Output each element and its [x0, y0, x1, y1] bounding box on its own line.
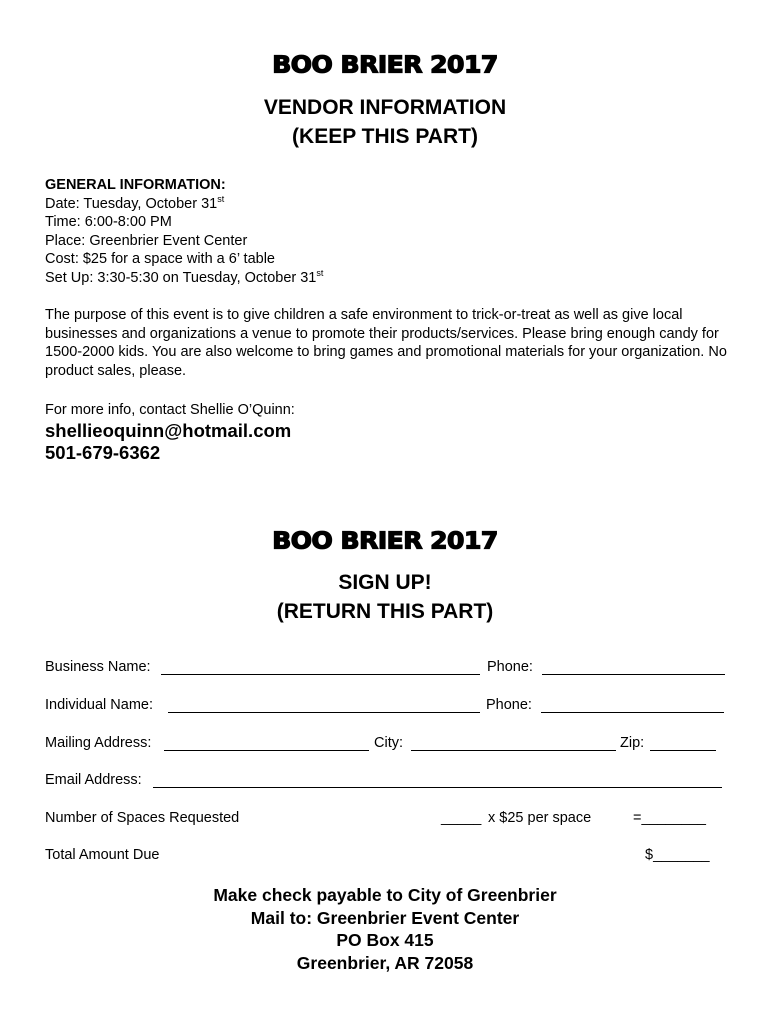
signup-heading-line-2: (RETURN THIS PART) — [276, 600, 494, 623]
email-address-field[interactable] — [153, 787, 722, 788]
individual-row — [45, 697, 725, 717]
email-row — [45, 772, 725, 792]
signup-heading — [0, 568, 770, 626]
general-info-title: GENERAL INFORMATION: — [45, 177, 226, 193]
city-field[interactable] — [411, 750, 616, 751]
signup-heading-line-1: SIGN UP! — [338, 571, 432, 594]
contact-phone: 501-679-6362 — [45, 442, 161, 463]
brand-title: BOO BRIER 2017 — [272, 51, 498, 78]
spaces-blank[interactable]: _____ — [441, 810, 482, 826]
city-label: City: — [374, 735, 403, 751]
address-row — [45, 735, 725, 755]
business-row — [45, 659, 725, 679]
general-info-block — [45, 176, 735, 288]
setup-text: Set Up: 3:30-5:30 on Tuesday, October 31 — [45, 269, 317, 286]
spaces-label: Number of Spaces Requested — [45, 810, 240, 826]
individual-phone-field[interactable] — [541, 712, 724, 713]
per-space-text: x $25 per space — [488, 810, 592, 826]
setup-ordinal: st — [316, 268, 324, 279]
heading-line-2: (KEEP THIS PART) — [292, 125, 478, 148]
time-line: Time: 6:00-8:00 PM — [45, 214, 172, 231]
business-phone-field[interactable] — [542, 674, 725, 675]
payment-instructions — [0, 884, 770, 974]
mailing-address-field[interactable] — [164, 750, 369, 751]
zip-field[interactable] — [650, 750, 716, 751]
business-phone-label: Phone: — [487, 659, 533, 675]
spaces-equals[interactable]: =________ — [633, 810, 706, 826]
brand-title-2: BOO BRIER 2017 — [272, 527, 498, 554]
cost-line: Cost: $25 for a space with a 6’ table — [45, 251, 275, 268]
section-heading — [0, 93, 770, 151]
footer-line-4: Greenbrier, AR 72058 — [296, 952, 474, 973]
email-address-label: Email Address: — [45, 772, 142, 788]
contact-email: shellieoquinn@hotmail.com — [45, 420, 292, 441]
spaces-row — [45, 810, 725, 830]
date-ordinal: st — [217, 193, 225, 204]
individual-name-field[interactable] — [168, 712, 480, 713]
footer-line-3: PO Box 415 — [336, 930, 434, 950]
heading-line-1: VENDOR INFORMATION — [263, 96, 507, 119]
date-text: Date: Tuesday, October 31 — [45, 195, 218, 212]
footer-line-2: Mail to: Greenbrier Event Center — [250, 907, 520, 928]
date-line — [45, 195, 735, 214]
footer-line-1: Make check payable to City of Greenbrier — [213, 885, 557, 905]
purpose-paragraph: The purpose of this event is to give children a safe environment to trick-or-treat as well as give local businesses and organizations a venue to promote their products/services. Please bring enough candy for 1500-2000 kids. You are also welcome to bring games and promotional materials for your organization. No product sales, please. — [45, 307, 727, 379]
setup-line — [45, 269, 735, 288]
place-line: Place: Greenbrier Event Center — [45, 232, 248, 249]
contact-intro: For more info, contact Shellie O’Quinn: — [45, 402, 295, 418]
individual-phone-label: Phone: — [486, 697, 532, 713]
mailing-address-label: Mailing Address: — [45, 735, 152, 751]
business-name-field[interactable] — [161, 674, 480, 675]
zip-label: Zip: — [620, 735, 645, 751]
total-blank[interactable]: $_______ — [645, 847, 710, 863]
total-row — [45, 847, 725, 867]
business-name-label: Business Name: — [45, 659, 151, 675]
individual-name-label: Individual Name: — [45, 697, 153, 713]
total-label: Total Amount Due — [45, 847, 160, 863]
